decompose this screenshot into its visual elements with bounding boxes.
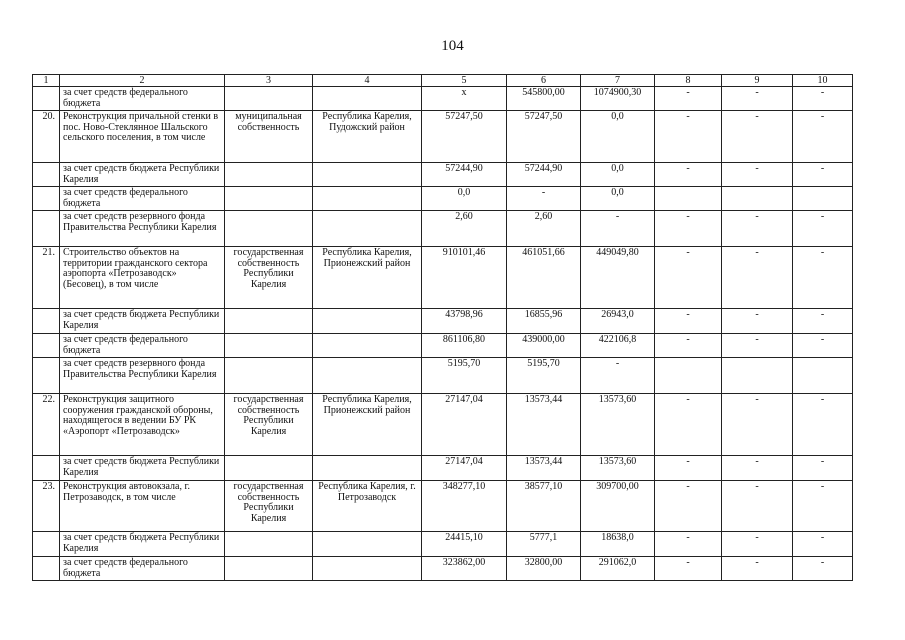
value-col-8 (655, 187, 722, 211)
location: Республика Карелия, Прионежский район (313, 394, 422, 456)
item-description: Реконструкция защитного сооружения гражданской обороны, находящегося в ведении БУ РК «Аэропорт «Петрозаводск» (60, 394, 225, 456)
location (313, 557, 422, 581)
item-description: Реконструкция автовокзала, г. Петрозаводск, в том числе (60, 481, 225, 532)
item-description: за счет средств бюджета Республики Карелия (60, 163, 225, 187)
total-value: 348277,10 (422, 481, 507, 532)
total-value: 57244,90 (422, 163, 507, 187)
value-col-7: 1074900,30 (581, 87, 655, 111)
value-col-7: 13573,60 (581, 456, 655, 481)
value-col-7: 422106,8 (581, 334, 655, 358)
value-col-6: 13573,44 (507, 456, 581, 481)
value-col-10: - (793, 394, 853, 456)
total-value: 2,60 (422, 211, 507, 247)
value-col-7: 0,0 (581, 111, 655, 163)
value-col-7: 13573,60 (581, 394, 655, 456)
value-col-8: - (655, 111, 722, 163)
value-col-10: - (793, 334, 853, 358)
value-col-10: - (793, 211, 853, 247)
ownership-form: муниципальная собственность (225, 111, 313, 163)
value-col-10: - (793, 456, 853, 481)
value-col-6: - (507, 187, 581, 211)
ownership-form (225, 456, 313, 481)
total-value: 57247,50 (422, 111, 507, 163)
item-description: за счет средств федерального бюджета (60, 87, 225, 111)
table-row (33, 163, 853, 187)
value-col-6: 32800,00 (507, 557, 581, 581)
table-row (33, 394, 853, 456)
column-header: 1 (33, 75, 60, 87)
value-col-10 (793, 358, 853, 394)
location (313, 532, 422, 557)
row-number (33, 532, 60, 557)
value-col-10: - (793, 481, 853, 532)
row-number: 23. (33, 481, 60, 532)
value-col-7: 26943,0 (581, 309, 655, 334)
item-description: за счет средств федерального бюджета (60, 187, 225, 211)
table-row (33, 481, 853, 532)
total-value: 323862,00 (422, 557, 507, 581)
column-header: 7 (581, 75, 655, 87)
value-col-7: 309700,00 (581, 481, 655, 532)
item-description: за счет средств федерального бюджета (60, 557, 225, 581)
value-col-6: 545800,00 (507, 87, 581, 111)
location (313, 211, 422, 247)
ownership-form: государственная собственность Республики Карелия (225, 481, 313, 532)
value-col-7: - (581, 211, 655, 247)
row-number: 20. (33, 111, 60, 163)
total-value: 24415,10 (422, 532, 507, 557)
value-col-10: - (793, 557, 853, 581)
table-row (33, 87, 853, 111)
row-number: 21. (33, 247, 60, 309)
value-col-8: - (655, 456, 722, 481)
investment-table (32, 74, 853, 581)
location (313, 163, 422, 187)
column-header: 3 (225, 75, 313, 87)
value-col-9: - (722, 334, 793, 358)
table-row (33, 111, 853, 163)
ownership-form: государственная собственность Республики Карелия (225, 247, 313, 309)
value-col-6: 5195,70 (507, 358, 581, 394)
total-value: 27147,04 (422, 394, 507, 456)
value-col-10: - (793, 532, 853, 557)
column-header: 10 (793, 75, 853, 87)
ownership-form (225, 334, 313, 358)
value-col-9: - (722, 394, 793, 456)
ownership-form: государственная собственность Республики Карелия (225, 394, 313, 456)
row-number (33, 211, 60, 247)
value-col-9: - (722, 557, 793, 581)
value-col-8: - (655, 481, 722, 532)
total-value: 910101,46 (422, 247, 507, 309)
value-col-10: - (793, 87, 853, 111)
value-col-9: - (722, 532, 793, 557)
value-col-7: 0,0 (581, 163, 655, 187)
total-value: 5195,70 (422, 358, 507, 394)
table-row (33, 309, 853, 334)
value-col-8: - (655, 532, 722, 557)
value-col-10: - (793, 247, 853, 309)
location (313, 358, 422, 394)
table-row (33, 456, 853, 481)
row-number (33, 557, 60, 581)
total-value: 0,0 (422, 187, 507, 211)
value-col-8 (655, 358, 722, 394)
value-col-6: 461051,66 (507, 247, 581, 309)
value-col-9: - (722, 211, 793, 247)
row-number (33, 358, 60, 394)
value-col-10: - (793, 111, 853, 163)
value-col-6: 13573,44 (507, 394, 581, 456)
item-description: Строительство объектов на территории гражданского сектора аэропорта «Петрозаводск» (Бесовец), в том числе (60, 247, 225, 309)
column-header: 2 (60, 75, 225, 87)
table-row (33, 247, 853, 309)
column-header: 6 (507, 75, 581, 87)
value-col-6: 57244,90 (507, 163, 581, 187)
value-col-7: 0,0 (581, 187, 655, 211)
ownership-form (225, 211, 313, 247)
row-number (33, 87, 60, 111)
value-col-8: - (655, 247, 722, 309)
row-number (33, 187, 60, 211)
row-number (33, 456, 60, 481)
value-col-6: 439000,00 (507, 334, 581, 358)
item-description: за счет средств бюджета Республики Карелия (60, 532, 225, 557)
location: Республика Карелия, г. Петрозаводск (313, 481, 422, 532)
location (313, 334, 422, 358)
value-col-10: - (793, 163, 853, 187)
value-col-7: - (581, 358, 655, 394)
ownership-form (225, 532, 313, 557)
row-number: 22. (33, 394, 60, 456)
value-col-9: - (722, 456, 793, 481)
ownership-form (225, 187, 313, 211)
value-col-6: 57247,50 (507, 111, 581, 163)
column-header: 4 (313, 75, 422, 87)
value-col-9 (722, 358, 793, 394)
row-number (33, 309, 60, 334)
table-row (33, 334, 853, 358)
value-col-8: - (655, 211, 722, 247)
value-col-8: - (655, 394, 722, 456)
column-header: 9 (722, 75, 793, 87)
value-col-9: - (722, 87, 793, 111)
location (313, 456, 422, 481)
ownership-form (225, 309, 313, 334)
ownership-form (225, 557, 313, 581)
value-col-9: - (722, 111, 793, 163)
value-col-8: - (655, 87, 722, 111)
value-col-8: - (655, 309, 722, 334)
total-value: 861106,80 (422, 334, 507, 358)
table-row (33, 532, 853, 557)
row-number (33, 334, 60, 358)
item-description: Реконструкция причальной стенки в пос. Ново-Стеклянное Шальского сельского поселения, в том числе (60, 111, 225, 163)
value-col-6: 16855,96 (507, 309, 581, 334)
item-description: за счет средств резервного фонда Правительства Республики Карелия (60, 211, 225, 247)
ownership-form (225, 87, 313, 111)
table-header-row (33, 75, 853, 87)
location (313, 187, 422, 211)
item-description: за счет средств резервного фонда Правительства Республики Карелия (60, 358, 225, 394)
location (313, 87, 422, 111)
table-row (33, 187, 853, 211)
value-col-6: 38577,10 (507, 481, 581, 532)
value-col-7: 291062,0 (581, 557, 655, 581)
location (313, 309, 422, 334)
location: Республика Карелия, Прионежский район (313, 247, 422, 309)
total-value: 27147,04 (422, 456, 507, 481)
value-col-7: 18638,0 (581, 532, 655, 557)
value-col-9: - (722, 309, 793, 334)
value-col-9: - (722, 247, 793, 309)
value-col-8: - (655, 163, 722, 187)
row-number (33, 163, 60, 187)
value-col-9 (722, 187, 793, 211)
total-value: 43798,96 (422, 309, 507, 334)
total-value: x (422, 87, 507, 111)
item-description: за счет средств федерального бюджета (60, 334, 225, 358)
table-row (33, 211, 853, 247)
value-col-6: 2,60 (507, 211, 581, 247)
value-col-8: - (655, 557, 722, 581)
column-header: 8 (655, 75, 722, 87)
page-number: 104 (441, 38, 464, 54)
value-col-7: 449049,80 (581, 247, 655, 309)
column-header: 5 (422, 75, 507, 87)
value-col-9: - (722, 481, 793, 532)
value-col-6: 5777,1 (507, 532, 581, 557)
value-col-8: - (655, 334, 722, 358)
item-description: за счет средств бюджета Республики Карелия (60, 309, 225, 334)
table-row (33, 557, 853, 581)
table-row (33, 358, 853, 394)
value-col-10 (793, 187, 853, 211)
value-col-9: - (722, 163, 793, 187)
value-col-10: - (793, 309, 853, 334)
item-description: за счет средств бюджета Республики Карелия (60, 456, 225, 481)
ownership-form (225, 163, 313, 187)
ownership-form (225, 358, 313, 394)
location: Республика Карелия, Пудожский район (313, 111, 422, 163)
